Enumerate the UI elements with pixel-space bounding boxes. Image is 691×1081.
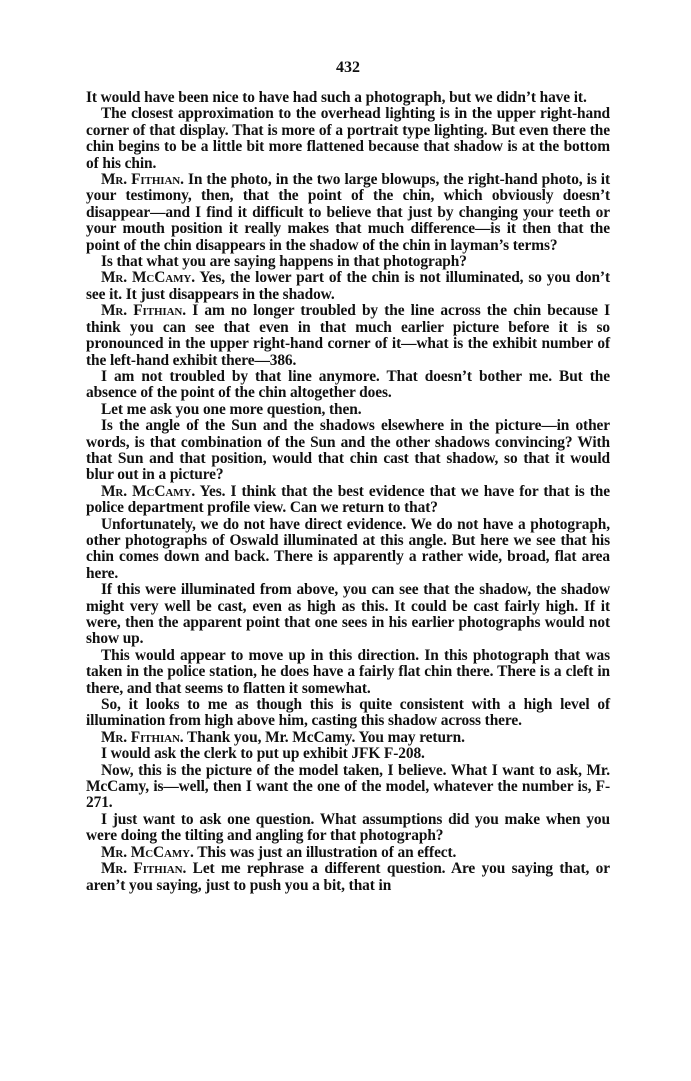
paragraph-text: Yes. I think that the best evidence that we have for that is the police department profile view. Can we return to that? xyxy=(86,482,610,517)
paragraph-text: I would ask the clerk to put up exhibit JFK F-208. xyxy=(101,745,425,763)
paragraph xyxy=(86,812,610,845)
paragraph xyxy=(86,402,610,418)
paragraph-text: This was just an illustration of an effect. xyxy=(193,843,457,861)
paragraph-text: The closest approximation to the overhead lighting is in the upper right-hand corner of that display. That is more of a portrait type lighting. But even there the chin begins to be a little bit more flattened because that shadow is at the bottom of his chin. xyxy=(86,105,610,172)
page-number: 432 xyxy=(336,59,360,76)
paragraph xyxy=(86,763,610,812)
paragraph-text: Yes, the lower part of the chin is not illuminated, so you don’t see it. It just disappears in the shadow. xyxy=(86,269,610,303)
transcript-body xyxy=(86,90,610,894)
paragraph xyxy=(86,418,610,484)
paragraph xyxy=(86,254,610,270)
paragraph xyxy=(86,369,610,402)
paragraph-text: Unfortunately, we do not have direct evidence. We do not have a photograph, other photographs of Oswald illuminated at this angle. But here we see that his chin comes down and back. There is apparently a rather wide, broad, flat area here. xyxy=(86,515,610,582)
paragraph xyxy=(86,845,610,861)
document-page xyxy=(86,58,610,894)
paragraph-text: So, it looks to me as though this is quite consistent with a high level of illumination from high above him, casting this shadow across there. xyxy=(86,696,610,730)
paragraph-text: Now, this is the picture of the model taken, I believe. What I want to ask, Mr. McCamy, is—well, then I want the one of the model, whatever the number is, F-271. xyxy=(86,761,610,812)
speaker-name: Mr. Fithian. xyxy=(101,171,184,189)
paragraph-text: I am no longer troubled by the line across the chin because I think you can see that even in that much earlier picture before it is so pronounced in the upper right-hand corner of it—what is the exhibit number of the left-hand exhibit there—386. xyxy=(86,302,610,369)
paragraph xyxy=(86,730,610,746)
paragraph-text: I am not troubled by that line anymore. That doesn’t bother me. But the absence of the point of the chin altogether does. xyxy=(86,367,610,402)
paragraph-text: It would have been nice to have had such a photograph, but we didn’t have it. xyxy=(86,89,587,106)
paragraph-text: In the photo, in the two large blowups, the right-hand photo, is it your testimony, then, that the point of the chin, which obviously doesn’t disappear—and I find it difficult to believe that just by changing your teeth or your mouth position it really makes that much difference—is it then that the point of the chin disappears in the shadow of the chin in layman’s terms? xyxy=(86,171,610,254)
paragraph xyxy=(86,106,610,172)
speaker-name: Mr. Fithian. xyxy=(101,860,187,878)
paragraph xyxy=(86,270,610,303)
paragraph xyxy=(86,517,610,583)
paragraph xyxy=(86,303,610,369)
paragraph-text: If this were illuminated from above, you can see that the shadow, the shadow might very well be cast, even as high as this. It could be cast fairly high. If it were, then the apparent point that one sees in his earlier photographs would not show up. xyxy=(86,581,610,648)
paragraph xyxy=(86,697,610,730)
paragraph xyxy=(86,648,610,697)
paragraph-text: Let me ask you one more question, then. xyxy=(101,400,362,418)
speaker-name: Mr. McCamy. xyxy=(101,843,194,861)
paragraph xyxy=(86,484,610,517)
paragraph-text: I just want to ask one question. What assumptions did you make when you were doing the tilting and angling for that photograph? xyxy=(86,810,610,845)
paragraph-text: Let me rephrase a different question. Are you saying that, or aren’t you saying, just to push you a bit, that in xyxy=(86,860,610,894)
paragraph xyxy=(86,172,610,254)
paragraph-text: Is the angle of the Sun and the shadows elsewhere in the picture—in other words, is that combination of the Sun and the other shadows convincing? With that Sun and that position, would that chin cast that shadow, so that it would blur out in a picture? xyxy=(86,417,610,484)
speaker-name: Mr. McCamy. xyxy=(101,269,195,287)
speaker-name: Mr. Fithian. xyxy=(101,302,187,320)
speaker-name: Mr. Fithian. xyxy=(101,728,184,746)
paragraph-text: This would appear to move up in this direction. In this photograph that was taken in the police station, he does have a fairly flat chin there. There is a cleft in there, and that seems to flatten it somewhat. xyxy=(86,646,610,697)
paragraph xyxy=(86,746,610,762)
paragraph-text: Thank you, Mr. McCamy. You may return. xyxy=(183,728,465,746)
paragraph xyxy=(86,582,610,648)
paragraph xyxy=(86,90,610,106)
paragraph-text: Is that what you are saying happens in that photograph? xyxy=(101,253,467,271)
speaker-name: Mr. McCamy. xyxy=(101,482,196,500)
paragraph xyxy=(86,861,610,894)
